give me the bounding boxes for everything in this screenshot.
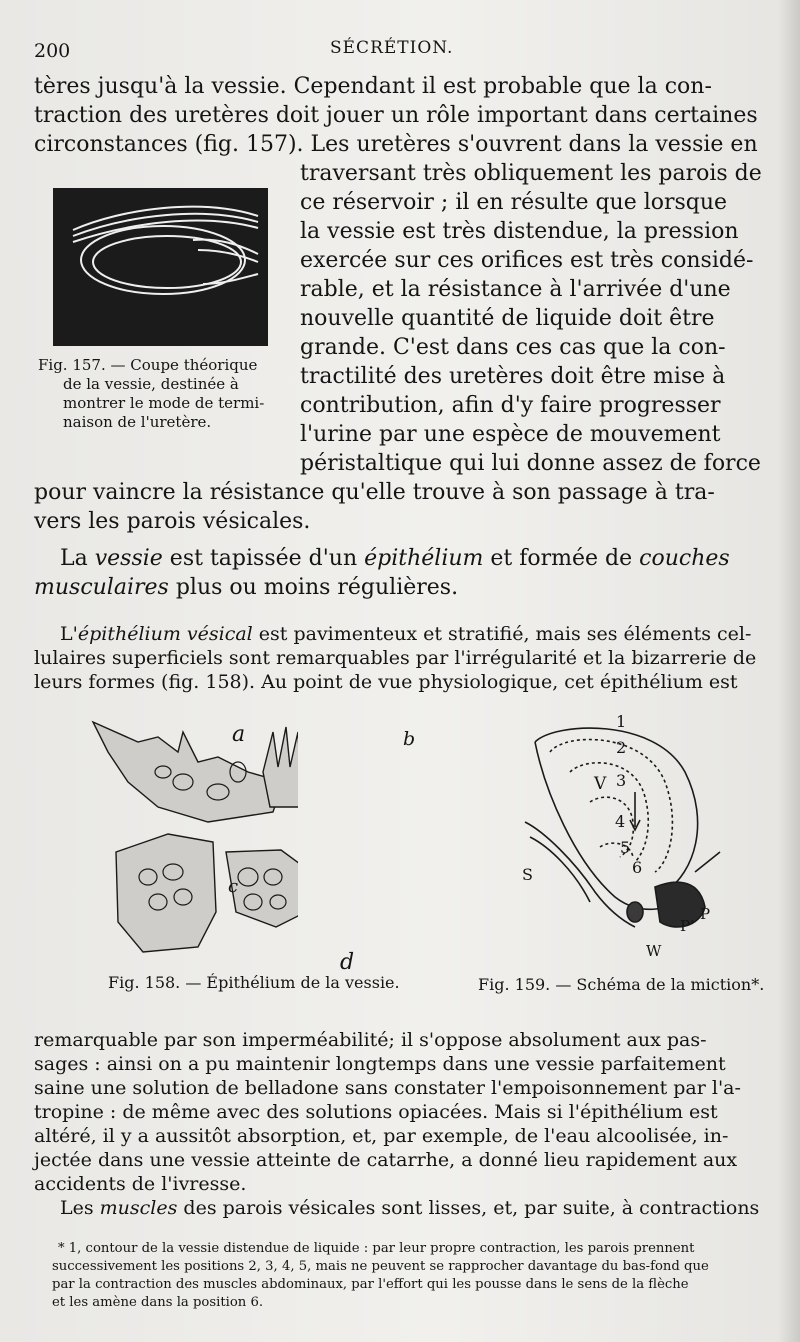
figure-158-label: c xyxy=(228,876,239,897)
text-line: musculaires plus ou moins régulières. xyxy=(34,575,459,600)
figure-159-micturition-schema xyxy=(515,712,765,962)
text-line: grande. C'est dans ces cas que la con- xyxy=(300,335,726,360)
text-line: tropine : de même avec des solutions opiacées. Mais si l'épithélium est xyxy=(34,1101,718,1123)
text-line: jectée dans une vessie atteinte de catarrhe, a donné lieu rapidement aux xyxy=(34,1149,738,1171)
text-line: pour vaincre la résistance qu'elle trouve à son passage à tra- xyxy=(34,480,715,505)
text-line: Les muscles des parois vésicales sont lisses, et, par suite, à contractions xyxy=(60,1197,760,1219)
running-title: SÉCRÉTION. xyxy=(330,38,454,58)
figure-159-label: S xyxy=(522,865,533,884)
text-line: leurs formes (fig. 158). Au point de vue physiologique, cet épithélium est xyxy=(34,671,738,693)
text-line: traversant très obliquement les parois de xyxy=(300,161,762,186)
figure-159-label: 6 xyxy=(632,858,643,877)
footnote-line: par la contraction des muscles abdominaux, par l'effort qui les pousse dans le sens de la flèche xyxy=(52,1277,689,1292)
text-line: sages : ainsi on a pu maintenir longtemps dans une vessie parfaitement xyxy=(34,1053,726,1075)
figure-159-label: 2 xyxy=(616,738,627,757)
page-number: 200 xyxy=(34,40,71,62)
figure-157-caption: naison de l'uretère. xyxy=(63,413,212,431)
figure-158-drawing xyxy=(88,712,298,970)
figure-159-label: W xyxy=(646,942,662,960)
text-line: rable, et la résistance à l'arrivée d'une xyxy=(300,277,731,302)
page-edge-shadow xyxy=(778,0,800,1342)
figure-157-drawing xyxy=(53,188,268,346)
figure-159-label: V xyxy=(594,774,607,794)
footnote-line: successivement les positions 2, 3, 4, 5, mais ne peuvent se rapprocher davantage du bas-fond que xyxy=(52,1259,709,1274)
figure-158-caption: Fig. 158. — Épithélium de la vessie. xyxy=(108,973,400,992)
text-line: péristaltique qui lui donne assez de force xyxy=(300,451,761,476)
text-line: exercée sur ces orifices est très considé- xyxy=(300,248,754,273)
figure-159-label: 5 xyxy=(620,838,631,857)
text-line: lulaires superficiels sont remarquables par l'irrégularité et la bizarrerie de xyxy=(34,647,757,669)
figure-158-epithelium xyxy=(88,712,298,970)
text-line: tères jusqu'à la vessie. Cependant il est probable que la con- xyxy=(34,74,712,99)
figure-159-label: 1 xyxy=(616,712,627,731)
text-line: contribution, afin d'y faire progresser xyxy=(300,393,721,418)
text-line: altéré, il y a aussitôt absorption, et, par exemple, de l'eau alcoolisée, in- xyxy=(34,1125,729,1147)
footnote-line: * 1, contour de la vessie distendue de liquide : par leur propre contraction, les parois prennent xyxy=(58,1241,695,1256)
figure-158-label: b xyxy=(403,728,416,750)
footnote-line: et les amène dans la position 6. xyxy=(52,1295,264,1310)
text-line: tractilité des uretères doit être mise à xyxy=(300,364,726,389)
text-line: ce réservoir ; il en résulte que lorsque xyxy=(300,190,728,215)
text-line: accidents de l'ivresse. xyxy=(34,1173,247,1195)
figure-157-caption: montrer le mode de termi- xyxy=(63,394,265,412)
text-line: L'épithélium vésical est pavimenteux et stratifié, mais ses éléments cel- xyxy=(60,623,752,645)
text-line: circonstances (fig. 157). Les uretères s'ouvrent dans la vessie en xyxy=(34,132,758,157)
text-line: saine une solution de belladone sans constater l'empoisonnement par l'a- xyxy=(34,1077,741,1099)
figure-157-bladder-section xyxy=(53,188,268,346)
text-line: la vessie est très distendue, la pression xyxy=(300,219,739,244)
figure-159-label: 4 xyxy=(615,812,626,831)
text-line: nouvelle quantité de liquide doit être xyxy=(300,306,715,331)
text-line: l'urine par une espèce de mouvement xyxy=(300,422,721,447)
figure-157-caption: de la vessie, destinée à xyxy=(63,375,239,393)
figure-159-drawing xyxy=(515,712,765,962)
figure-159-label: P' xyxy=(680,917,695,935)
figure-159-label: 3 xyxy=(616,771,627,790)
figure-159-caption: Fig. 159. — Schéma de la miction*. xyxy=(478,975,765,994)
text-line: remarquable par son imperméabilité; il s'oppose absolument aux pas- xyxy=(34,1029,707,1051)
figure-159-label: P xyxy=(700,905,711,923)
text-line: La vessie est tapissée d'un épithélium et formée de couches xyxy=(60,546,730,571)
figure-158-label: a xyxy=(232,722,246,747)
figure-158-label: d xyxy=(340,950,355,975)
text-line: traction des uretères doit jouer un rôle important dans certaines xyxy=(34,103,758,128)
figure-157-caption: Fig. 157. — Coupe théorique xyxy=(38,356,258,374)
text-line: vers les parois vésicales. xyxy=(34,509,311,534)
